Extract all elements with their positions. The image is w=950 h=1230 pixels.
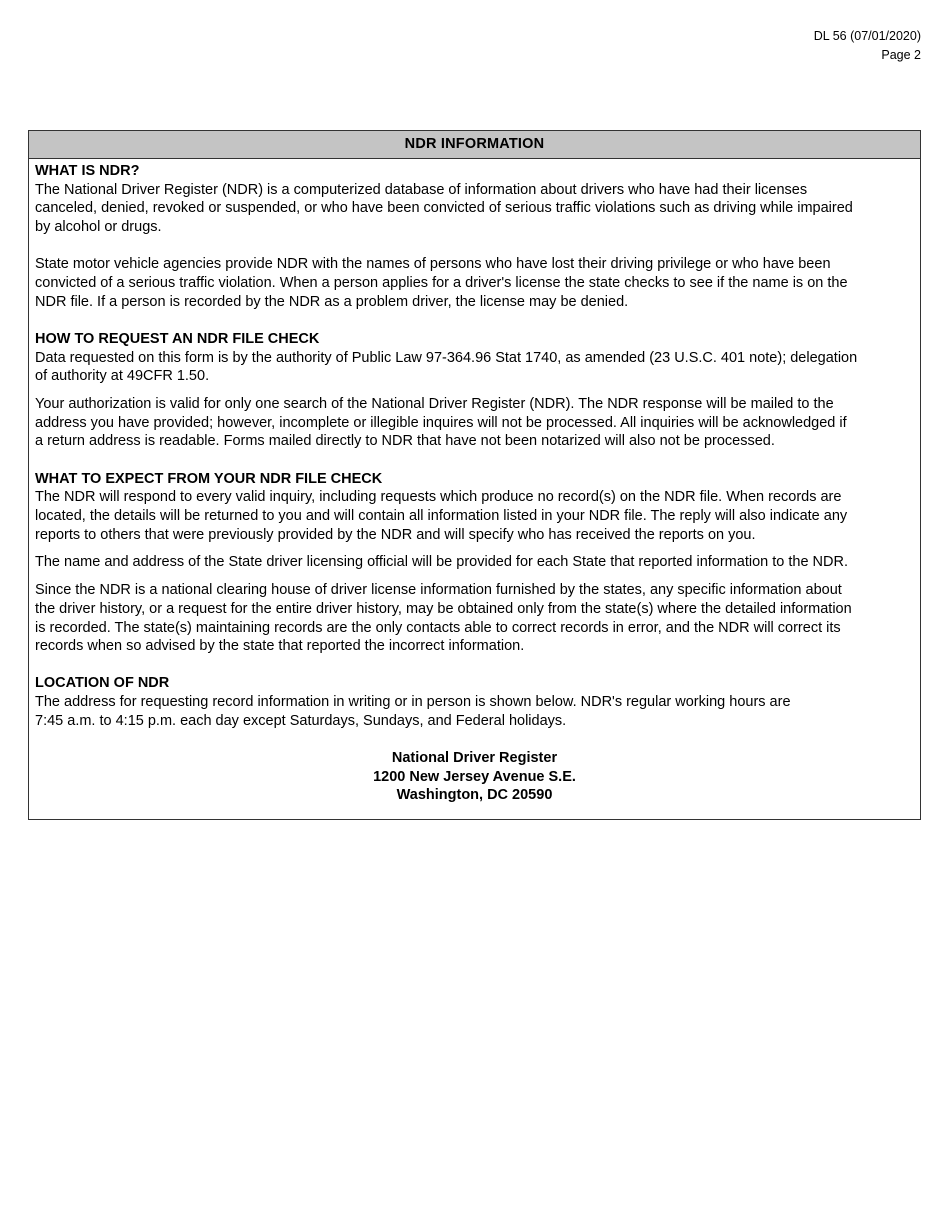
- section-heading-how-to-request: HOW TO REQUEST AN NDR FILE CHECK: [35, 330, 320, 347]
- text-line: a return address is readable. Forms mailed directly to NDR that have not been notarized will also not be processed.: [35, 433, 775, 450]
- text-line: convicted of a serious traffic violation. When a person applies for a driver's license the state checks to see if the name is on the: [35, 275, 848, 292]
- text-line: Your authorization is valid for only one search of the National Driver Register (NDR). The NDR response will be mailed to the: [35, 396, 834, 413]
- text-line: The NDR will respond to every valid inquiry, including requests which produce no record(s) on the NDR file. When records are: [35, 489, 842, 506]
- text-line: Data requested on this form is by the authority of Public Law 97-364.96 Stat 1740, as amended (23 U.S.C. 401 note); delegation: [35, 349, 858, 366]
- paragraph: [35, 488, 914, 544]
- text-line: NDR file. If a person is recorded by the NDR as a problem driver, the license may be denied.: [35, 293, 629, 310]
- text-line: address you have provided; however, incomplete or illegible inquires will not be processed. All inquiries will be acknowledged if: [35, 414, 847, 431]
- paragraph: [35, 553, 914, 572]
- box-content: [29, 159, 920, 805]
- ndr-information-box: [28, 130, 921, 820]
- text-line: Since the NDR is a national clearing house of driver license information furnished by the states, any specific information about: [35, 582, 842, 599]
- page-number: Page 2: [881, 48, 921, 62]
- paragraph: [35, 349, 914, 386]
- text-line: the driver history, or a request for the entire driver history, may be obtained only from the state(s) where the detailed information: [35, 600, 852, 617]
- address-line: National Driver Register: [391, 750, 558, 767]
- paragraph: [35, 693, 914, 730]
- text-line: by alcohol or drugs.: [35, 219, 162, 236]
- text-line: 7:45 a.m. to 4:15 p.m. each day except Saturdays, Sundays, and Federal holidays.: [35, 712, 567, 729]
- address-line: Washington, DC 20590: [396, 787, 553, 804]
- section-heading-what-to-expect: WHAT TO EXPECT FROM YOUR NDR FILE CHECK: [35, 470, 383, 487]
- box-title: NDR INFORMATION: [29, 131, 920, 159]
- text-line: located, the details will be returned to you and will contain all information listed in your NDR file. The reply will also indicate any: [35, 508, 848, 525]
- text-line: records when so advised by the state that reported the incorrect information.: [35, 638, 525, 655]
- paragraph: [35, 395, 914, 451]
- text-line: The address for requesting record information in writing or in person is shown below. NDR's regular working hours are: [35, 694, 791, 711]
- address-line: 1200 New Jersey Avenue S.E.: [373, 768, 576, 785]
- ndr-mailing-address: [35, 749, 914, 805]
- text-line: The name and address of the State driver licensing official will be provided for each State that reported information to the NDR.: [35, 554, 848, 571]
- paragraph: [35, 581, 914, 656]
- text-line: State motor vehicle agencies provide NDR with the names of persons who have lost their driving privilege or who have been: [35, 256, 831, 273]
- text-line: The National Driver Register (NDR) is a computerized database of information about drivers who have had their licenses: [35, 181, 808, 198]
- text-line: of authority at 49CFR 1.50.: [35, 368, 210, 385]
- text-line: reports to others that were previously provided by the NDR and will specify who has received the reports on you.: [35, 526, 756, 543]
- text-line: canceled, denied, revoked or suspended, or who have been convicted of serious traffic violations such as driving while impaired: [35, 200, 853, 217]
- form-id: DL 56 (07/01/2020): [813, 29, 921, 43]
- section-heading-location: LOCATION OF NDR: [35, 675, 170, 692]
- text-line: is recorded. The state(s) maintaining records are the only contacts able to correct records in error, and the NDR will correct its: [35, 619, 841, 636]
- section-heading-what-is-ndr: WHAT IS NDR?: [35, 163, 140, 179]
- paragraph: [35, 181, 914, 237]
- page-header-meta: [814, 27, 921, 65]
- paragraph: [35, 255, 914, 311]
